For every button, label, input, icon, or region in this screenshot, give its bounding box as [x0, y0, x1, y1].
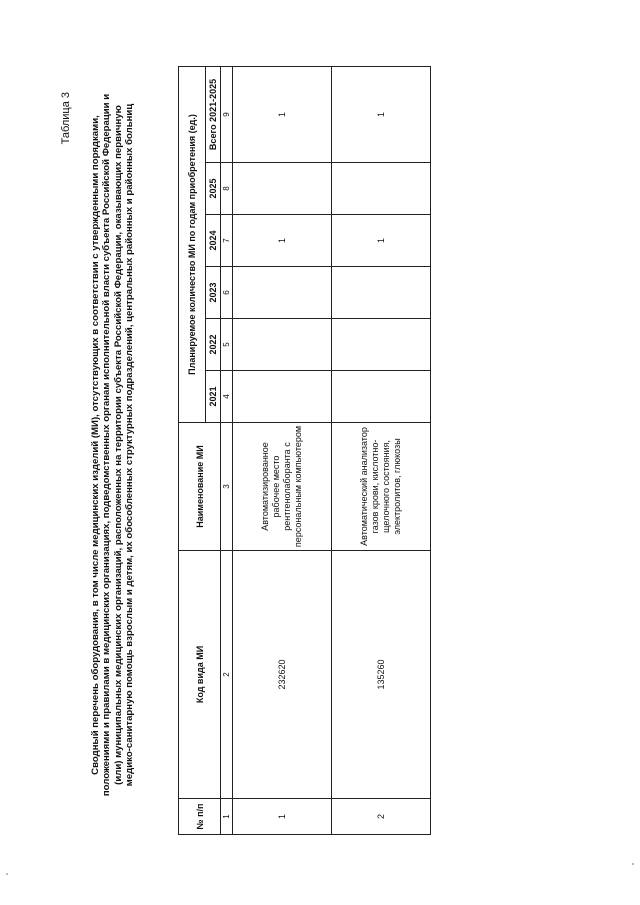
row-value	[332, 163, 431, 215]
column-number: 1	[221, 799, 233, 835]
header-num: № п/п	[179, 799, 221, 835]
column-number: 3	[221, 423, 233, 551]
header-row	[179, 66, 206, 834]
row-value: 1	[332, 215, 431, 267]
header-planned: Планируемое количество МИ по годам приобретения (ед.)	[179, 66, 206, 422]
header-year: 2024	[206, 215, 221, 267]
row-value	[332, 371, 431, 423]
row-value	[233, 319, 332, 371]
header-name: Наименование МИ	[179, 423, 221, 551]
header-year-total: Всего 2021-2025	[206, 66, 221, 162]
scan-dot	[632, 863, 634, 865]
column-numbers-row	[221, 66, 233, 834]
row-value	[332, 267, 431, 319]
column-number: 2	[221, 551, 233, 799]
row-value	[332, 319, 431, 371]
row-num: 2	[332, 799, 431, 835]
header-code: Код вида МИ	[179, 551, 221, 799]
table-row	[233, 66, 332, 834]
table-caption: Таблица 3	[60, 92, 72, 145]
equipment-table	[178, 66, 431, 835]
column-number: 8	[221, 163, 233, 215]
row-name: Автоматизированное рабочее место рентгенолаборанта с персональным компьютером	[233, 423, 332, 551]
heading-line: положениями и правилами в медицинских организациях, подведомственных органам исполнительной власти субъекта Российской Федерации и	[101, 93, 113, 797]
header-year: 2021	[206, 371, 221, 423]
table-row	[332, 66, 431, 834]
row-code: 232620	[233, 551, 332, 799]
row-name: Автоматический анализатор газов крови, кислотно-щелочного состояния, электролитов, глюкозы	[332, 423, 431, 551]
heading-line: Сводный перечень оборудования, в том числе медицинских изделий (МИ), отсутствующих в соответствии с утвержденными порядками,	[90, 115, 101, 775]
column-number: 4	[221, 371, 233, 423]
column-number: 6	[221, 267, 233, 319]
row-value	[233, 163, 332, 215]
row-value: 1	[233, 215, 332, 267]
row-code: 135260	[332, 551, 431, 799]
header-year: 2022	[206, 319, 221, 371]
row-value	[233, 371, 332, 423]
row-value	[233, 267, 332, 319]
document-heading	[90, 65, 136, 825]
row-total: 1	[233, 66, 332, 162]
heading-line: медико-санитарную помощь взрослым и детям, их обособленных структурных подразделений, центральных районных и районных больниц	[124, 103, 136, 787]
scan-dot	[6, 873, 8, 875]
heading-line: (или) муниципальных медицинских организаций, расположенных на территории субъекта Российской Федерации, оказывающих первичную	[112, 105, 124, 785]
header-year: 2025	[206, 163, 221, 215]
row-num: 1	[233, 799, 332, 835]
row-total: 1	[332, 66, 431, 162]
column-number: 5	[221, 319, 233, 371]
column-number: 7	[221, 215, 233, 267]
column-number: 9	[221, 66, 233, 162]
header-year: 2023	[206, 267, 221, 319]
